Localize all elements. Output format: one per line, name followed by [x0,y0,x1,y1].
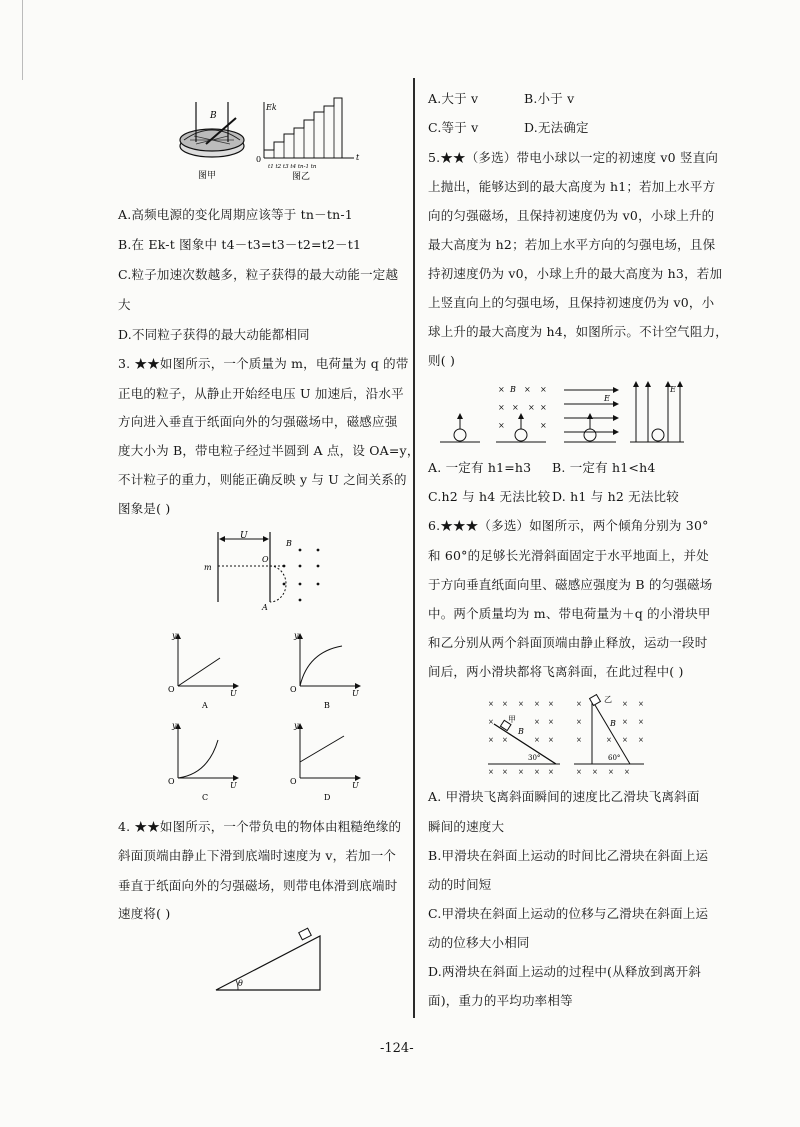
q6-option-b-cont: 动的时间短 [428,877,492,892]
q6-line: 和 60°的足够长光滑斜面固定于水平地面上，并处 [428,548,709,563]
q3-graph-d [290,720,364,804]
q5-line: 持初速度仍为 v0，小球上升的最大高度为 h3，若加 [428,266,723,281]
ek-t-figure [256,98,366,180]
q3-label-b: B [286,539,292,548]
q3-graph-a [168,630,242,710]
q3-label-u: U [240,531,248,541]
svg-text:×: × [622,718,628,726]
graph-axis-y: y [294,721,299,730]
graph-origin: O [168,777,175,786]
svg-text:×: × [576,768,582,776]
graph-label: D [324,793,331,802]
svg-text:×: × [502,736,508,744]
q6-figure [488,694,658,776]
svg-text:×: × [524,385,531,394]
svg-text:×: × [518,700,524,708]
page-number: -124- [380,1041,414,1056]
q3-line: 方向进入垂直于纸面向外的匀强磁场中，磁感应强 [118,414,398,429]
axis-origin: 0 [256,155,262,164]
svg-text:×: × [502,768,508,776]
q6-option-c: C.甲滑块在斜面上运动的位移与乙滑块在斜面上运 [428,906,709,921]
svg-text:×: × [548,700,554,708]
svg-text:×: × [576,700,582,708]
q2-option-a: A.高频电源的变化周期应该等于 tn－tn-1 [118,207,353,222]
svg-text:×: × [592,768,598,776]
svg-text:×: × [534,736,540,744]
q5-label-e1: E [604,394,610,403]
q5-line: 上抛出，能够达到的最大高度为 h1；若加上水平方 [428,179,716,194]
q3-label-m: m [204,563,212,572]
q4-line: 垂直于纸面向外的匀强磁场，则带电体滑到底端时 [118,878,398,893]
graph-axis-u: U [230,689,237,698]
q3-line: 不计粒子的重力，则能正确反映 y 与 U 之间关系的 [118,472,407,487]
graph-axis-u: U [352,781,359,790]
column-divider [413,78,415,1018]
q6-label-yi: 乙 [604,695,612,704]
q3-label-o: O [262,555,269,564]
axis-ek: Ek [266,103,277,112]
q6-label-60: 60° [608,754,621,762]
q2-option-d: D.不同粒子获得的最大动能都相同 [118,327,310,342]
q4-option-d: D.无法确定 [524,120,589,135]
q3-label-a: A [262,603,268,612]
q6-label-30: 30° [528,754,541,762]
q6-line: 6.★★★（多选）如图所示，两个倾角分别为 30° [428,518,709,533]
svg-text:×: × [488,768,494,776]
svg-text:×: × [638,718,644,726]
q6-label-b1: B [518,727,524,736]
q4-line: 4. ★★如图所示，一个带负电的物体由粗糙绝缘的 [118,819,402,834]
svg-text:×: × [498,421,505,430]
axis-ticks: t1 t2 t3 t4 tn-1 tn [268,164,317,170]
svg-text:×: × [488,700,494,708]
q5-label-b: B [510,385,516,394]
svg-text:×: × [540,421,547,430]
graph-label: A [202,701,208,710]
svg-text:×: × [502,700,508,708]
q6-option-c-cont: 动的位移大小相同 [428,935,530,950]
svg-text:×: × [488,718,494,726]
q3-line: 度大小为 B，带电粒子经过半圆到 A 点，设 OA=y， [118,443,420,458]
svg-text:×: × [622,700,628,708]
q4-option-b: B.小于 v [524,91,575,106]
q4-line: 斜面顶端由静止下滑到底端时速度为 v，若加一个 [118,848,397,863]
q5-option-d: D. h1 与 h2 无法比较 [552,489,679,504]
q5-option-b: B. 一定有 h1<h4 [552,460,656,475]
q5-line: 则( ) [428,353,456,368]
svg-text:×: × [534,718,540,726]
svg-text:×: × [622,736,628,744]
q5-figure [440,380,700,448]
graph-axis-y: y [172,631,177,640]
q4-incline-figure [214,928,334,996]
fig-label-b: B [210,111,217,121]
svg-text:×: × [540,403,547,412]
q3-line: 3. ★★如图所示，一个质量为 m，电荷量为 q 的带 [118,356,409,371]
q2-option-c-cont: 大 [118,297,131,312]
svg-text:×: × [498,385,505,394]
axis-t: t [356,153,360,162]
svg-text:×: × [528,403,535,412]
graph-axis-y: y [172,721,177,730]
q2-option-b: B.在 Ek-t 图象中 t4－t3=t3－t2=t2－t1 [118,237,362,252]
cyclotron-figure [176,100,256,180]
graph-axis-u: U [352,689,359,698]
q6-option-a: A. 甲滑块飞离斜面瞬间的速度比乙滑块飞离斜面 [428,789,700,804]
svg-text:×: × [548,736,554,744]
q3-graph-b [290,630,364,710]
svg-text:×: × [548,768,554,776]
scan-edge-line [22,0,23,80]
svg-text:×: × [534,700,540,708]
svg-text:×: × [606,736,612,744]
svg-text:×: × [638,736,644,744]
svg-text:×: × [498,403,505,412]
q6-option-a-cont: 瞬间的速度大 [428,819,505,834]
graph-axis-u: U [230,781,237,790]
q5-option-c: C.h2 与 h4 无法比较 [428,489,551,504]
q2-option-c: C.粒子加速次数越多，粒子获得的最大动能一定越 [118,267,399,282]
q5-line: 向的匀强磁场，且保持初速度仍为 v0，小球上升的 [428,208,715,223]
svg-text:×: × [624,768,630,776]
svg-text:×: × [518,768,524,776]
graph-origin: O [290,685,297,694]
svg-text:×: × [576,736,582,744]
q6-line: 中。两个质量均为 m、带电荷量为＋q 的小滑块甲 [428,606,711,621]
q6-option-d-cont: 面)，重力的平均功率相等 [428,993,573,1008]
svg-text:×: × [488,736,494,744]
fig-label-yi: 图乙 [292,172,311,182]
q5-line: 5.★★（多选）带电小球以一定的初速度 v0 竖直向 [428,150,719,165]
svg-text:×: × [534,768,540,776]
graph-axis-y: y [294,631,299,640]
svg-text:×: × [576,718,582,726]
q6-option-d: D.两滑块在斜面上运动的过程中(从释放到离开斜 [428,964,702,979]
q6-line: 于方向垂直纸面向里、磁感应强度为 B 的匀强磁场 [428,577,713,592]
q6-label-b2: B [610,719,616,728]
q5-label-e2: E [670,385,676,394]
fig-label-jia: 图甲 [198,171,217,181]
q3-field-figure [204,530,346,612]
q4-option-a: A.大于 v [428,91,479,106]
graph-label: B [324,701,330,710]
svg-text:×: × [540,385,547,394]
q5-option-a: A. 一定有 h1=h3 [428,460,532,475]
svg-text:×: × [548,718,554,726]
graph-label: C [202,793,209,802]
q4-line: 速度将( ) [118,906,171,921]
q6-line: 和乙分别从两个斜面顶端由静止释放，运动一段时 [428,635,708,650]
graph-origin: O [168,685,175,694]
q5-line: 最大高度为 h2；若加上水平方向的匀强电场，且保 [428,237,716,252]
q4-option-c: C.等于 v [428,120,479,135]
svg-text:×: × [608,768,614,776]
q3-line: 正电的粒子，从静止开始经电压 U 加速后，沿水平 [118,386,404,401]
q3-line: 图象是( ) [118,501,171,516]
q3-graph-c [168,720,242,804]
q6-label-jia: 甲 [508,715,516,724]
svg-text:×: × [512,403,519,412]
q5-line: 上竖直向上的匀强电场，且保持初速度仍为 v0，小 [428,295,715,310]
q5-line: 球上升的最大高度为 h4，如图所示。不计空气阻力， [428,324,728,339]
q4-label-theta: θ [238,979,243,988]
q6-line: 间后，两小滑块都将飞离斜面，在此过程中( ) [428,664,684,679]
graph-origin: O [290,777,297,786]
q6-option-b: B.甲滑块在斜面上运动的时间比乙滑块在斜面上运 [428,848,709,863]
svg-text:×: × [638,700,644,708]
